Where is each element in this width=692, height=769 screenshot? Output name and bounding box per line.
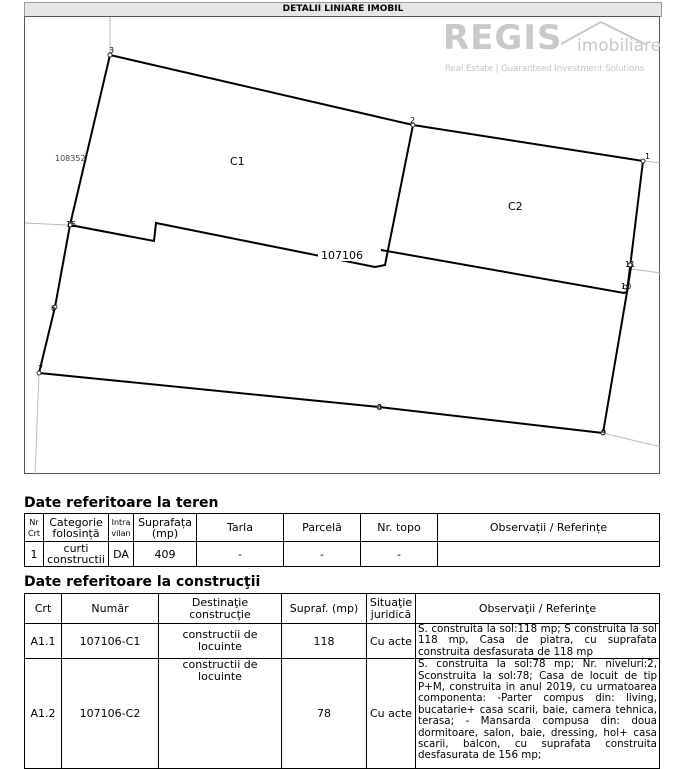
cadastral-plan (24, 16, 660, 474)
constr-cell-crt: A1.1 (25, 624, 62, 659)
point-label-11: 11 (625, 260, 636, 269)
regis-logo (443, 18, 683, 78)
teren-col-parcela: Parcelă (284, 514, 361, 542)
teren-title: Date referitoare la teren (24, 495, 219, 511)
teren-cell-intravilan: DA (109, 542, 134, 567)
constr-col-numar: Număr (62, 594, 159, 624)
logo-sub: imobiliare (577, 36, 662, 56)
point-label-10: 10 (621, 282, 632, 291)
teren-col-obs: Observații / Referințe (438, 514, 660, 542)
teren-cell-obs (438, 542, 660, 567)
parcel-number-label: 107106 (321, 249, 363, 262)
point-label-8: 8 (377, 403, 383, 412)
plan-drawing (25, 17, 661, 475)
teren-cell-categorie: curti constructii (44, 542, 109, 567)
constr-col-supraf: Supraf. (mp) (282, 594, 367, 624)
point-label-1: 1 (645, 152, 651, 161)
teren-table (24, 513, 660, 567)
neighbor-parcel-label: 108352 (55, 154, 86, 163)
teren-col-intravilan: Intra vilan (109, 514, 134, 542)
teren-col-nr: Nr Crt (25, 514, 44, 542)
constr-cell-numar: 107106-C2 (62, 659, 159, 769)
constr-cell-supraf: 118 (282, 624, 367, 659)
teren-header-row (25, 514, 660, 542)
constr-cell-situatie: Cu acte (367, 624, 416, 659)
logo-brand: REGIS (443, 18, 563, 58)
constr-cell-supraf: 78 (282, 659, 367, 769)
constr-cell-destinatie: constructii de locuinte (159, 624, 282, 659)
teren-cell-topo: - (361, 542, 438, 567)
teren-col-tarla: Tarla (197, 514, 284, 542)
constr-col-destinatie: Destinaţie construcţie (159, 594, 282, 624)
constructii-table (24, 593, 660, 769)
teren-col-suprafata: Suprafața (mp) (134, 514, 197, 542)
constr-col-situatie: Situaţie juridică (367, 594, 416, 624)
constr-cell-obs: S. construita la sol:118 mp; S construita la sol 118 mp, Casa de piatra, cu suprafata construita desfasurata de 118 mp (416, 624, 660, 659)
teren-cell-suprafata: 409 (134, 542, 197, 567)
teren-col-topo: Nr. topo (361, 514, 438, 542)
logo-tagline: Real Estate | Guaranteed Investment Solutions (445, 64, 645, 74)
teren-cell-nr: 1 (25, 542, 44, 567)
building-c1-outline (70, 125, 413, 267)
table-row (25, 624, 660, 659)
teren-cell-parcela: - (284, 542, 361, 567)
building-c2-outline (381, 250, 631, 293)
parcel-boundary (39, 55, 643, 433)
constr-col-obs: Observaţii / Referinţe (416, 594, 660, 624)
constructii-header-row (25, 594, 660, 624)
building-label-c1: C1 (230, 155, 245, 168)
point-label-15: 15 (66, 220, 77, 229)
teren-cell-tarla: - (197, 542, 284, 567)
table-row (25, 542, 660, 567)
constr-cell-numar: 107106-C1 (62, 624, 159, 659)
boundary-points (37, 53, 645, 435)
point-label-7: 7 (38, 364, 44, 373)
building-label-c2: C2 (508, 200, 523, 213)
point-label-9: 9 (601, 428, 607, 437)
constr-cell-crt: A1.2 (25, 659, 62, 769)
constr-col-crt: Crt (25, 594, 62, 624)
table-row (25, 659, 660, 769)
neighbor-lines (25, 17, 661, 475)
constr-cell-situatie: Cu acte (367, 659, 416, 769)
constr-cell-obs: S. construita la sol:78 mp; Nr. niveluri:2, Sconstruita la sol:78; Casa de locuit de tip P+M, construita in anul 2019, cu urmatoarea componenta: -Parter compus din: living, bucatarie+ casa scarii, baie, camera tehnica, terasa; - Mansarda compusa din: doua dormitoare, salon, baie, dressing, hol+ casa scarii, balcon, cu suprafata construita desfasurata de 156 mp; (416, 659, 660, 769)
section-header: DETALII LINIARE IMOBIL (24, 2, 662, 17)
point-label-6: 6 (51, 304, 57, 313)
point-label-3: 3 (109, 46, 115, 55)
teren-col-categorie: Categorie folosință (44, 514, 109, 542)
point-label-2: 2 (410, 116, 416, 125)
constr-cell-destinatie: constructii de locuinte (159, 659, 282, 769)
constructii-title: Date referitoare la construcţii (24, 574, 261, 590)
